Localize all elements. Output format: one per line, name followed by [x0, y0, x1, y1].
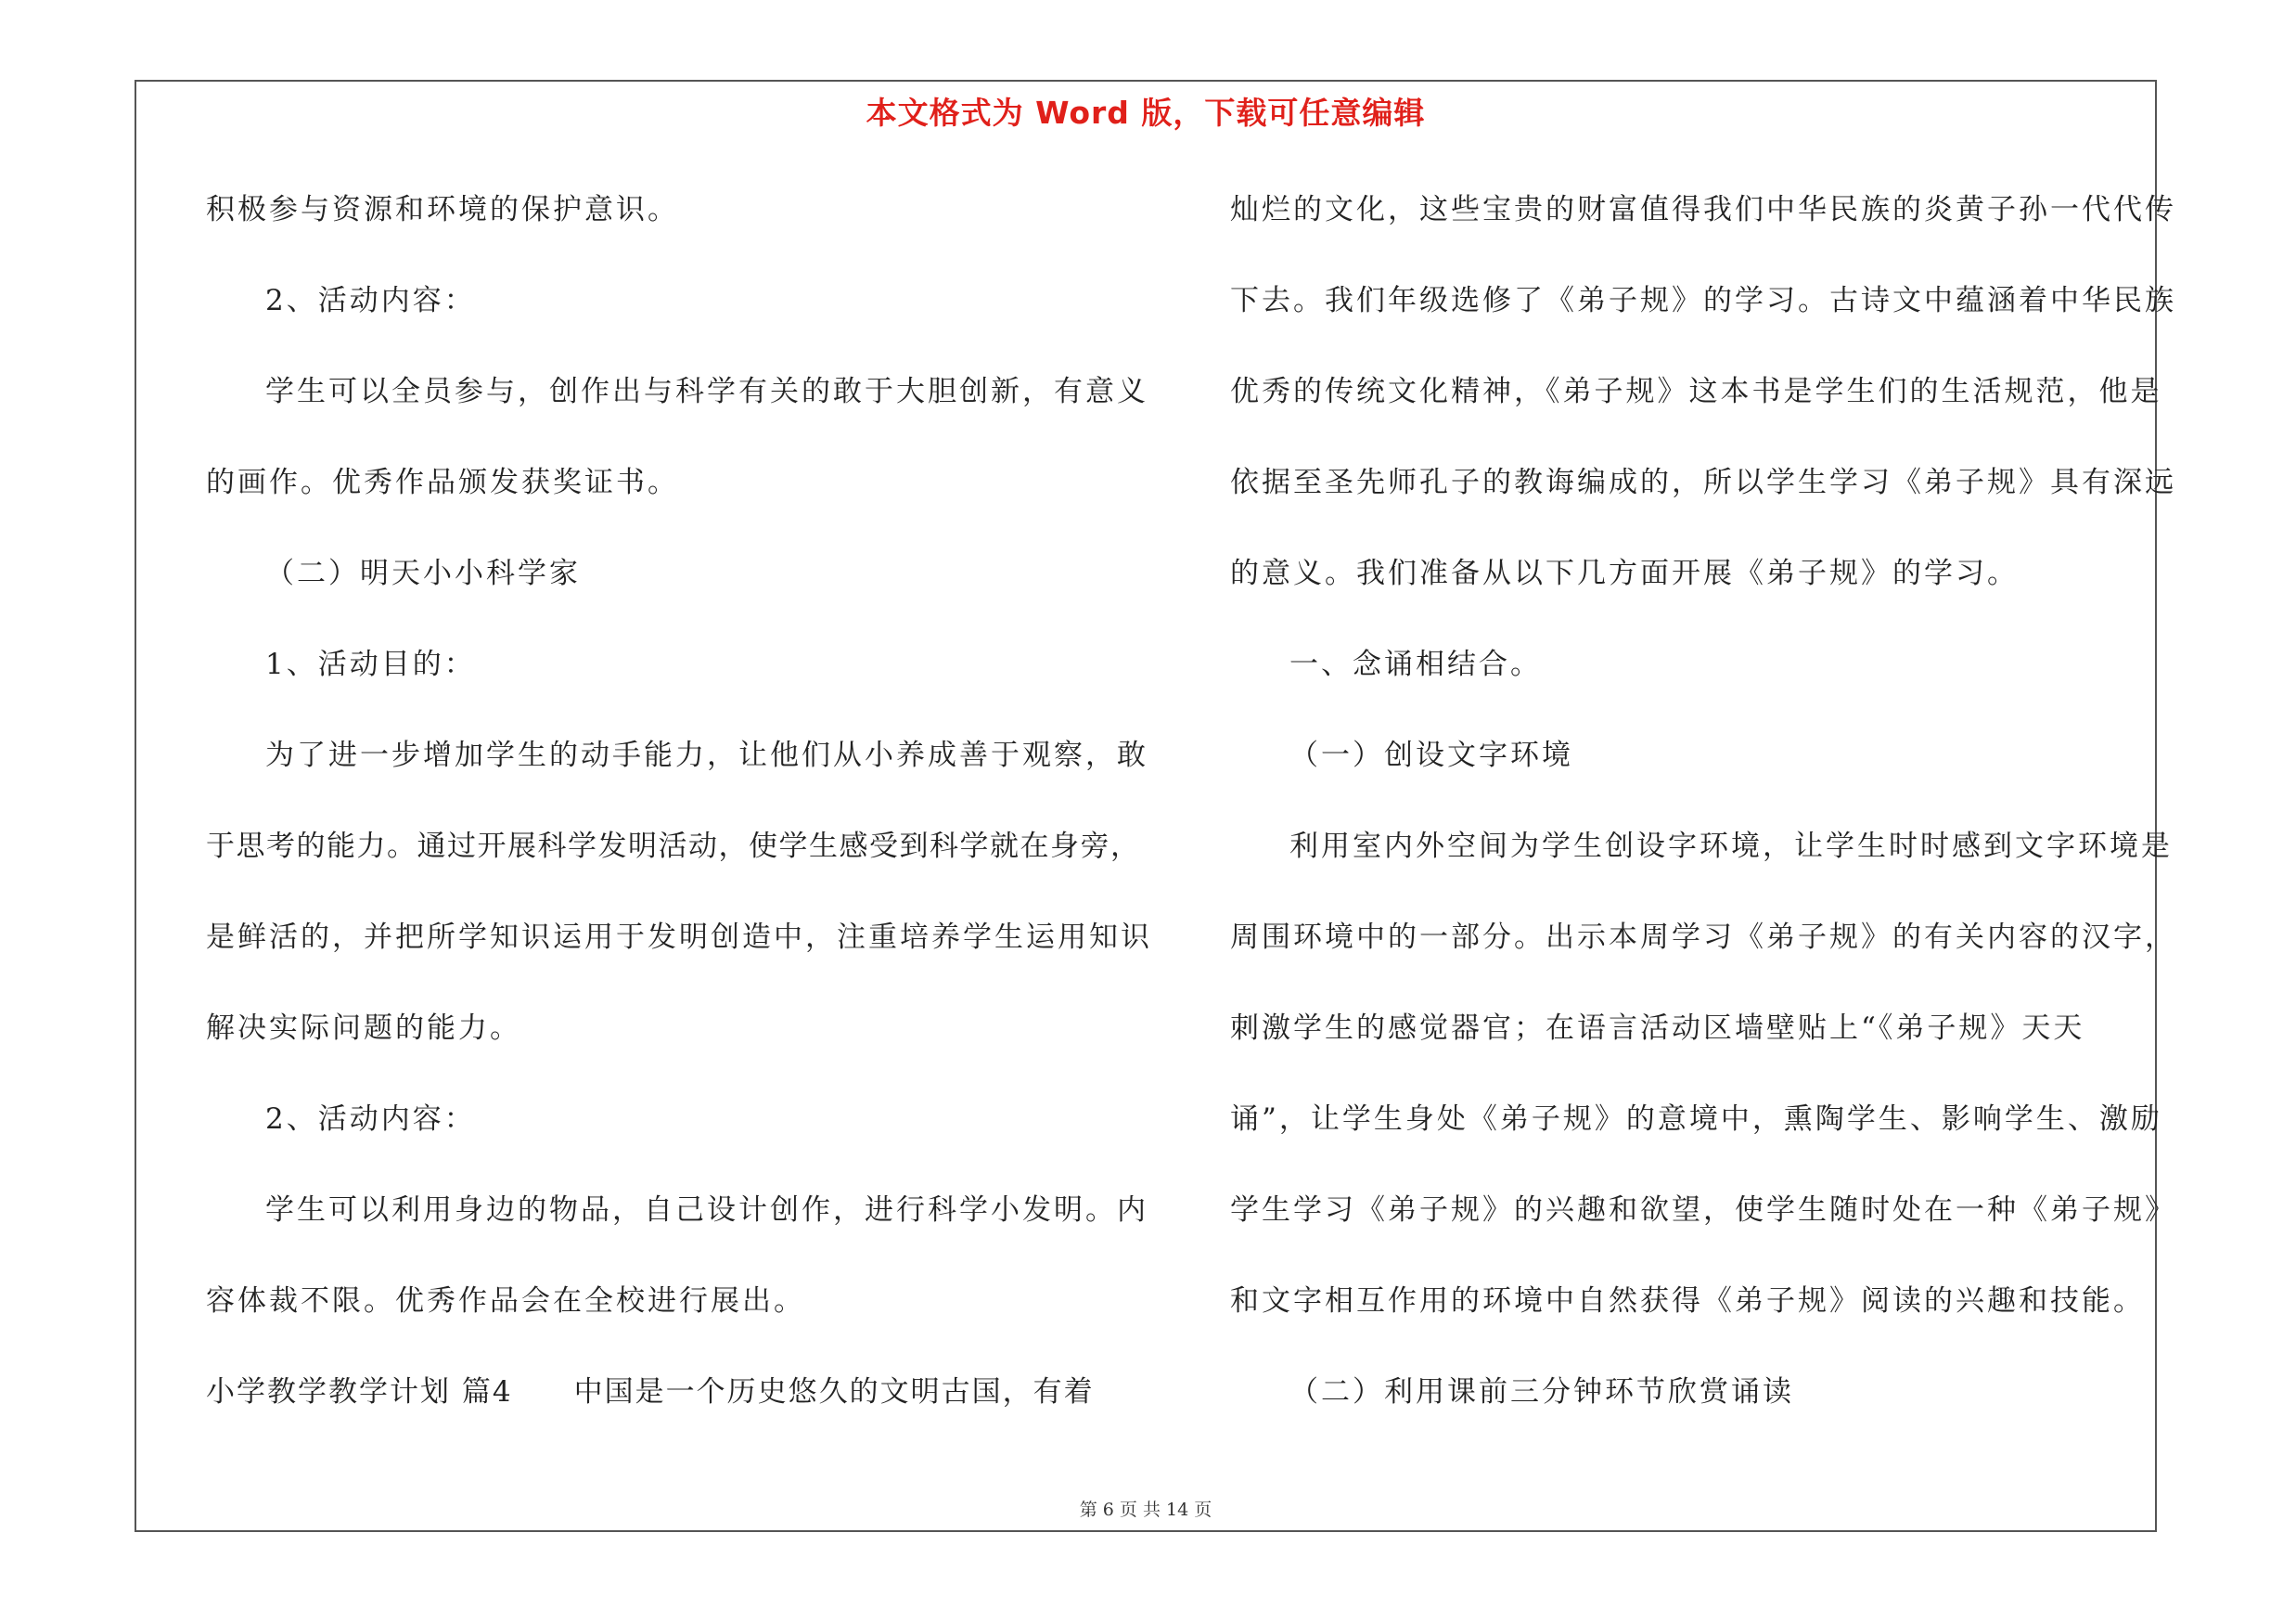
paragraph-line: 依据至圣先师孔子的教诲编成的，所以学生学习《弟子规》具有深远 [1230, 466, 2176, 499]
paragraph-line: 2、活动内容： [265, 1102, 476, 1136]
paragraph-line: 利用室内外空间为学生创设字环境，让学生时时感到文字环境是 [1289, 830, 2173, 863]
paragraph-line: （二）利用课前三分钟环节欣赏诵读 [1289, 1375, 1794, 1409]
paragraph-line: 诵”，让学生身处《弟子规》的意境中，熏陶学生、影响学生、激励 [1230, 1102, 2162, 1136]
paragraph-line: 解决实际问题的能力。 [206, 1011, 521, 1045]
paragraph-line: 1、活动目的： [265, 648, 476, 681]
paragraph-line: 的画作。优秀作品颁发获奖证书。 [206, 466, 679, 499]
paragraph-line: 学生可以全员参与，创作出与科学有关的敢于大胆创新，有意义 [265, 375, 1148, 408]
paragraph-line: 是鲜活的，并把所学知识运用于发明创造中，注重培养学生运用知识 [206, 921, 1152, 954]
format-notice: 本文格式为 Word 版，下载可任意编辑 [866, 95, 1426, 131]
paragraph-line: （二）明天小小科学家 [265, 557, 581, 590]
section-heading-line: 小学教学教学计划 篇4 中国是一个历史悠久的文明古国，有着 [206, 1375, 1095, 1409]
paragraph-line: 学生可以利用身边的物品，自己设计创作，进行科学小发明。内 [265, 1193, 1148, 1227]
paragraph-line: 优秀的传统文化精神，《弟子规》这本书是学生们的生活规范，他是 [1230, 375, 2162, 408]
paragraph-line: 于思考的能力。通过开展科学发明活动，使学生感受到科学就在身旁， [206, 830, 1141, 863]
paragraph-line: 容体裁不限。优秀作品会在全校进行展出。 [206, 1284, 805, 1318]
paragraph-line: 的意义。我们准备从以下几方面开展《弟子规》的学习。 [1230, 557, 2019, 590]
paragraph-line: 下去。我们年级选修了《弟子规》的学习。古诗文中蕴涵着中华民族 [1230, 284, 2176, 317]
paragraph-line: 一、念诵相结合。 [1289, 648, 1542, 681]
paragraph-line: （一）创设文字环境 [1289, 739, 1573, 772]
paragraph-line: 和文字相互作用的环境中自然获得《弟子规》阅读的兴趣和技能。 [1230, 1284, 2145, 1318]
paragraph-line: 2、活动内容： [265, 284, 476, 317]
paragraph-line: 灿烂的文化，这些宝贵的财富值得我们中华民族的炎黄子孙一代代传 [1230, 193, 2176, 226]
paragraph-line: 为了进一步增加学生的动手能力，让他们从小养成善于观察，敢 [265, 739, 1148, 772]
page-number: 第 6 页 共 14 页 [1079, 1500, 1212, 1520]
paragraph-line: 周围环境中的一部分。出示本周学习《弟子规》的有关内容的汉字， [1230, 921, 2176, 954]
paragraph-line: 学生学习《弟子规》的兴趣和欲望，使学生随时处在一种《弟子规》 [1230, 1193, 2176, 1227]
paragraph-line: 积极参与资源和环境的保护意识。 [206, 193, 679, 226]
paragraph-line: 刺激学生的感觉器官；在语言活动区墙壁贴上“《弟子规》天天 [1230, 1011, 2085, 1045]
